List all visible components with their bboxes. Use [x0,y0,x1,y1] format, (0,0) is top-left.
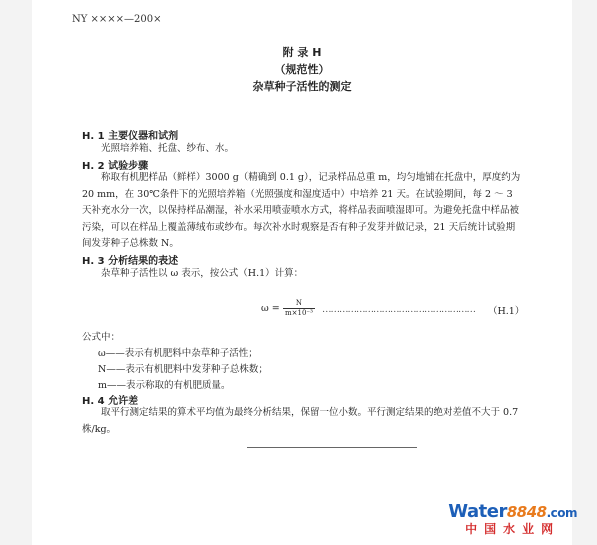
where-item-omega: ω——表示有机肥料中杂草种子活性； [98,348,258,359]
watermark-word: Water [448,501,507,522]
formula-denominator: m×10⁻³ [285,309,313,317]
appendix-normative-note: （规范性） [274,63,330,76]
section-h3-heading: H. 3 分析结果的表述 [82,256,179,267]
standard-code-header: NY ××××—200× [72,14,162,25]
appendix-title: 附 录 H [282,46,322,59]
end-rule [247,447,417,448]
section-h4-heading: H. 4 允许差 [82,396,139,407]
where-item-n: N——表示有机肥料中发芽种子总株数； [98,364,268,375]
watermark-cn: 中国水业网 [465,522,561,536]
document-page [32,0,572,545]
appendix-subject: 杂草种子活性的测定 [252,80,352,93]
where-item-m: m——表示称取的有机肥质量。 [98,380,231,391]
where-intro: 公式中： [82,332,121,343]
section-h3-body: 杂草种子活性以 ω 表示，按公式（H.1）计算： [101,268,304,279]
section-h4-body: 取平行测定结果的算术平均值为最终分析结果，保留一位小数。平行测定结果的绝对差值不大于 0.7 株/kg。 [82,407,519,435]
site-watermark-logo [448,501,577,537]
formula-tag: （H.1） [488,306,525,317]
formula-lhs: ω = [261,303,280,314]
watermark-suffix: .com [546,506,577,520]
section-h1-body: 光照培养箱、托盘、纱布、水。 [101,143,235,154]
watermark-number: 8848 [506,503,547,521]
section-h1-heading: H. 1 主要仪器和试剂 [82,131,179,142]
formula-fraction [283,299,315,318]
section-h2-body: 称取有机肥样品（鲜样）3000 g（精确到 0.1 g），记录样品总重 m，均匀地铺在托盘中，厚度约为 20 mm，在 30℃条件下的光照培养箱（光照强度和湿度适中）中培养 21 天。在试验期间，每 2 ～ 3 天补充水分一次，以保持样品潮湿，补水采用喷壶喷水方式，将样品表面喷湿即可。为避免托盘中样品被污染，可以在样品上覆盖薄绒布或纱布。每次补水时观察是否有种子发芽并做记录，21 天后统计试验期间发芽种子总株数 N。 [82,172,521,249]
formula-leader-dots: ……………………………………………… [322,304,475,315]
formula-numerator: N [283,299,315,309]
section-h2-heading: H. 2 试验步骤 [82,161,149,172]
